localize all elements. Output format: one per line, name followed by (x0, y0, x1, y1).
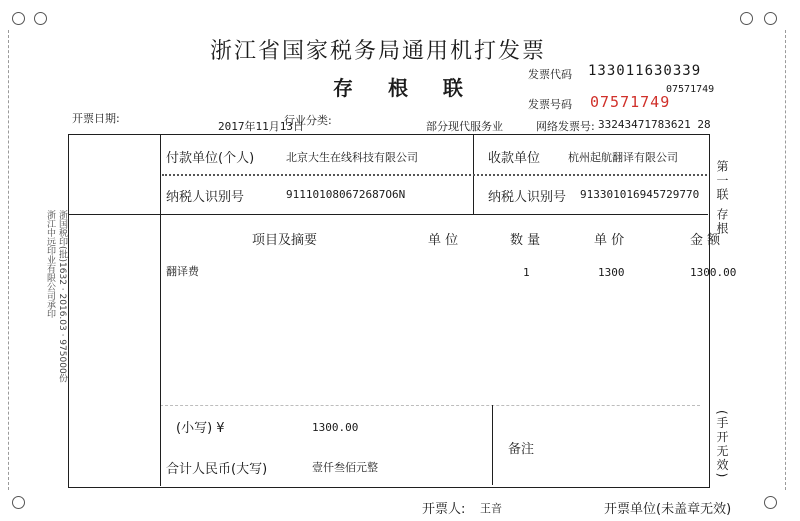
issue-date-value: 2017年11月13日 (218, 120, 304, 133)
party-dotted-divider (162, 174, 707, 176)
code-value: 133011630339 (588, 63, 702, 79)
number-value: 07571749 (590, 93, 671, 111)
column-qty: 数 量 (510, 233, 541, 248)
issuer-value: 王音 (480, 502, 502, 515)
small-total-label: (小写) ¥ (176, 421, 225, 436)
printer-line-2: 浙江中远印业有限公司承印 (45, 210, 55, 318)
payee-tax-label: 纳税人识别号 (488, 190, 567, 205)
row-amount: 1300.00 (690, 266, 737, 279)
binding-hole (764, 12, 777, 25)
payer-tax-value: 911101080672687O6N (286, 188, 406, 201)
row-qty: 1 (523, 266, 530, 279)
big-total-label: 合计人民币(大写) (166, 462, 268, 477)
frame-divider-horizontal (68, 214, 708, 215)
network-value: 33243471783621 28 (598, 118, 711, 131)
binding-hole (34, 12, 47, 25)
payer-label: 付款单位(个人) (166, 151, 255, 166)
side-handwrite-note: (手开无效) (715, 410, 729, 480)
number-small: 07571749 (666, 84, 715, 95)
binding-hole (12, 12, 25, 25)
payer-value: 北京大生在线科技有限公司 (286, 151, 418, 164)
unit-stamp-label: 开票单位(未盖章无效) (604, 502, 732, 517)
industry-value: 部分现代服务业 (426, 120, 503, 133)
column-price: 单 价 (594, 233, 625, 248)
perforation-right (785, 30, 786, 490)
payer-tax-label: 纳税人识别号 (166, 190, 245, 205)
issuer-label: 开票人: (422, 502, 466, 517)
column-item: 项目及摘要 (252, 233, 318, 248)
side-copy-label: 第一联 存根 (715, 160, 729, 236)
row-item: 翻译费 (166, 265, 199, 278)
payee-tax-value: 913301016945729770 (580, 188, 700, 201)
remarks-divider (492, 405, 493, 485)
network-label: 网络发票号: (536, 120, 595, 133)
perforation-left (8, 30, 9, 490)
big-total-value: 壹仟叁佰元整 (312, 461, 378, 474)
remarks-label: 备注 (508, 442, 535, 457)
copy-type: 存 根 联 (333, 76, 477, 100)
binding-hole (764, 496, 777, 509)
industry-label: 行业分类: (284, 114, 332, 127)
row-price: 1300 (598, 266, 625, 279)
invoice-title: 浙江省国家税务局通用机打发票 (210, 39, 547, 64)
small-total-value: 1300.00 (312, 421, 359, 434)
binding-hole (12, 496, 25, 509)
payee-label: 收款单位 (488, 151, 541, 166)
printer-line-1: 浙国税印(批)1632 · 2016.03 · 975000份 (57, 210, 67, 383)
number-label: 发票号码 (528, 98, 572, 111)
column-unit: 单 位 (428, 233, 459, 248)
issue-date-label: 开票日期: (72, 112, 120, 125)
code-label: 发票代码 (528, 68, 572, 81)
payee-value: 杭州起航翻译有限公司 (568, 151, 678, 164)
binding-hole (740, 12, 753, 25)
frame-divider-vertical (160, 134, 161, 486)
column-amount: 金 额 (690, 233, 721, 248)
